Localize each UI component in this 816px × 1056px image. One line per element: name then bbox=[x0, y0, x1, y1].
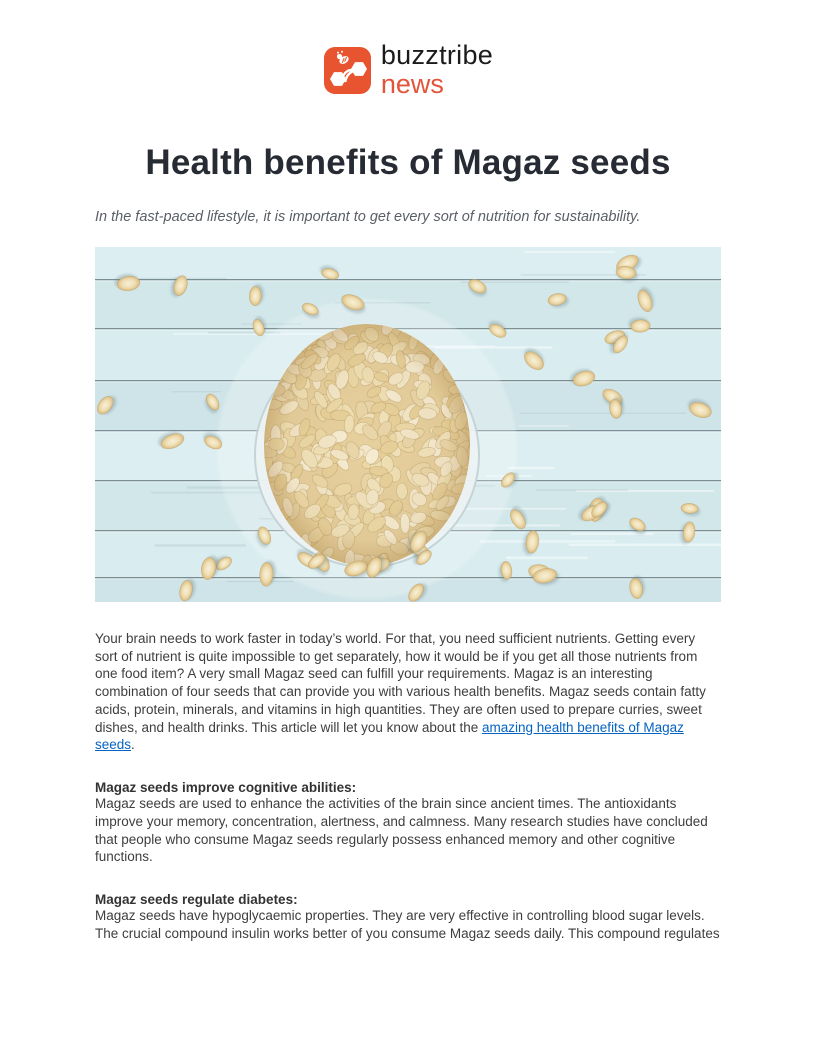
buzztribe-bee-logo-icon bbox=[323, 46, 372, 95]
intro-text: Your brain needs to work faster in today’s world. For that, you need sufficient nutrients. Getting every sort of nutrient is quite impossible to get separately, how it would be if you get all those nutrients from one food item? A very small Magaz seed can fulfill your requirements. Magaz is an interesting combination of four seeds that can provide you with various health benefits. Magaz seeds contain fatty acids, protein, minerals, and vitamins in high quantities. They are often used to prepare curries, sweet dishes, and health drinks. This article will let you know about the bbox=[95, 630, 706, 735]
section-regulate-diabetes bbox=[95, 892, 721, 943]
logo-sub-text: news bbox=[380, 69, 444, 99]
hero-image bbox=[95, 247, 721, 602]
section-body-cognitive: Magaz seeds are used to enhance the activities of the brain since ancient times. The antioxidants improve your memory, concentration, alertness, and calmness. Many research studies have concluded that people who consume Magaz seeds regularly possess enhanced memory and other cognitive functions. bbox=[95, 796, 708, 865]
magaz-benefits-link[interactable]: amazing health benefits of Magaz seeds bbox=[95, 719, 684, 753]
section-body-diabetes: Magaz seeds have hypoglycaemic properties. They are very effective in controlling blood sugar levels. The crucial compound insulin works better of you consume Magaz seeds daily. This compound regulates bbox=[95, 908, 720, 941]
logo-wordmark bbox=[381, 42, 493, 98]
section-heading-diabetes: Magaz seeds regulate diabetes: bbox=[95, 892, 298, 908]
logo-brand-text: buzztribe bbox=[380, 40, 494, 70]
intro-text-end: . bbox=[131, 737, 135, 753]
section-heading-cognitive: Magaz seeds improve cognitive abilities: bbox=[95, 780, 357, 796]
article-subtitle: In the fast-paced lifestyle, it is important to get every sort of nutrition for sustainability. bbox=[95, 209, 641, 225]
site-logo bbox=[95, 42, 721, 98]
intro-paragraph bbox=[95, 630, 721, 754]
section-cognitive-abilities bbox=[95, 780, 721, 866]
article-title: Health benefits of Magaz seeds bbox=[145, 143, 671, 182]
